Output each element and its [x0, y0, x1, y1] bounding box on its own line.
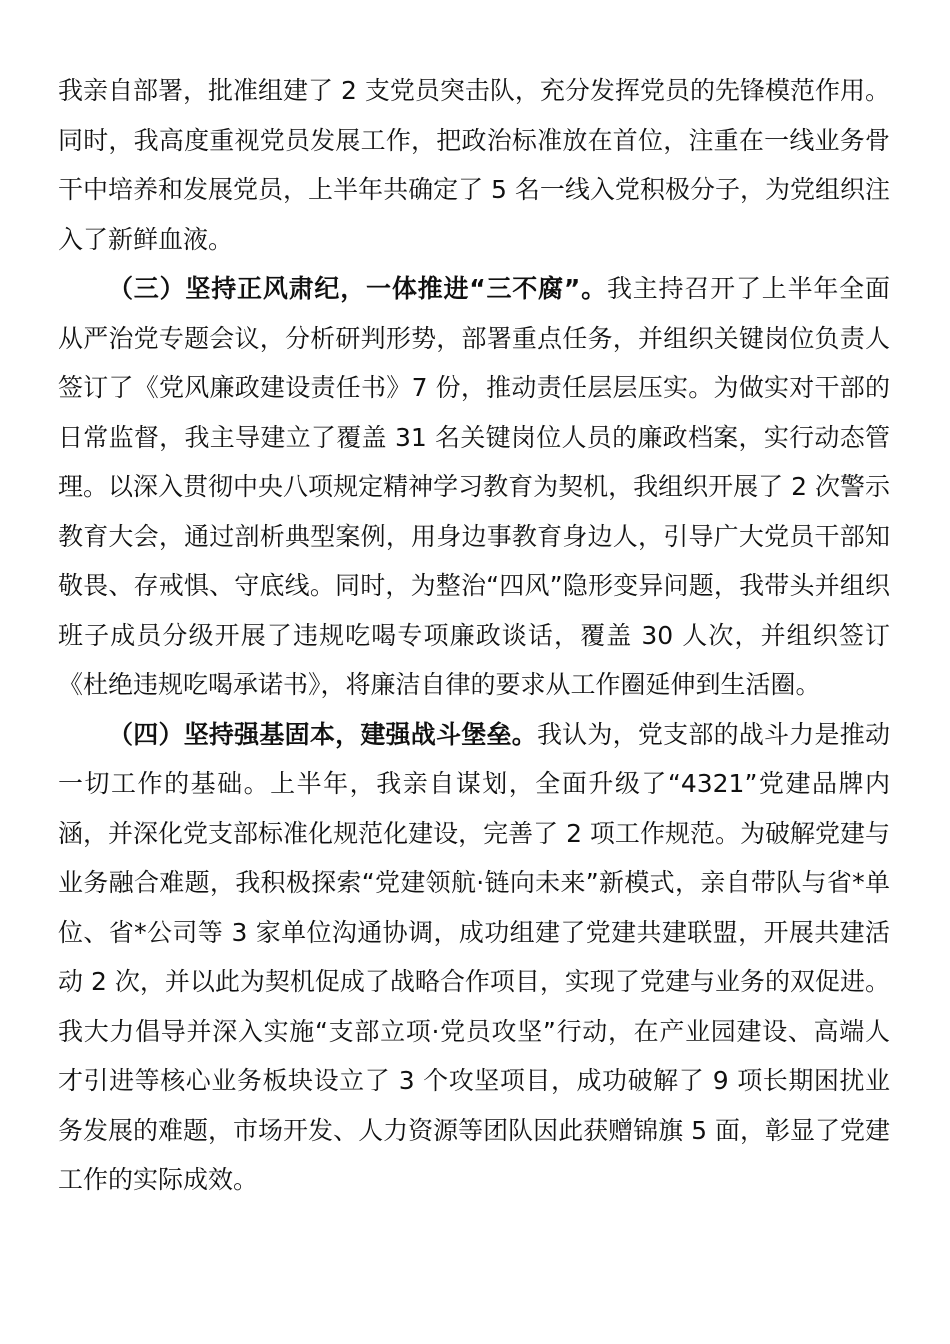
- paragraph-party-members: [58, 66, 890, 264]
- document-page: [58, 66, 890, 1205]
- paragraph-section-four: [58, 710, 890, 1205]
- section-heading-four: （四）坚持强基固本，建强战斗堡垒。: [108, 719, 537, 749]
- paragraph-body: 我亲自部署，批准组建了 2 支党员突击队，充分发挥党员的先锋模范作用。同时，我高度重视党员发展工作，把政治标准放在首位，注重在一线业务骨干中培养和发展党员，上半年共确定了 5 名一线入党积极分子，为党组织注入了新鲜血液。: [58, 76, 890, 254]
- paragraph-body: 我认为，党支部的战斗力是推动一切工作的基础。上半年，我亲自谋划，全面升级了“4321”党建品牌内涵，并深化党支部标准化规范化建设，完善了 2 项工作规范。为破解党建与业务融合难题，我积极探索“党建领航·链向未来”新模式，亲自带队与省*单位、省*公司等 3 家单位沟通协调，成功组建了党建共建联盟，开展共建活动 2 次，并以此为契机促成了战略合作项目，实现了党建与业务的双促进。我大力倡导并深入实施“支部立项·党员攻坚”行动，在产业园建设、高端人才引进等核心业务板块设立了 3 个攻坚项目，成功破解了 9 项长期困扰业务发展的难题，市场开发、人力资源等团队因此获赠锦旗 5 面，彰显了党建工作的实际成效。: [58, 719, 890, 1194]
- section-heading-three: （三）坚持正风肃纪，一体推进“三不腐”。: [108, 274, 607, 303]
- paragraph-body: 我主持召开了上半年全面从严治党专题会议，分析研判形势，部署重点任务，并组织关键岗位负责人签订了《党风廉政建设责任书》7 份，推动责任层层压实。为做实对干部的日常监督，我主导建立了覆盖 31 名关键岗位人员的廉政档案，实行动态管理。以深入贯彻中央八项规定精神学习教育为契机，我组织开展了 2 次警示教育大会，通过剖析典型案例，用身边事教育身边人，引导广大党员干部知敬畏、存戒惧、守底线。同时，为整治“四风”隐形变异问题，我带头并组织班子成员分级开展了违规吃喝专项廉政谈话，覆盖 30 人次，并组织签订《杜绝违规吃喝承诺书》，将廉洁自律的要求从工作圈延伸到生活圈。: [58, 274, 890, 699]
- paragraph-section-three: [58, 264, 890, 710]
